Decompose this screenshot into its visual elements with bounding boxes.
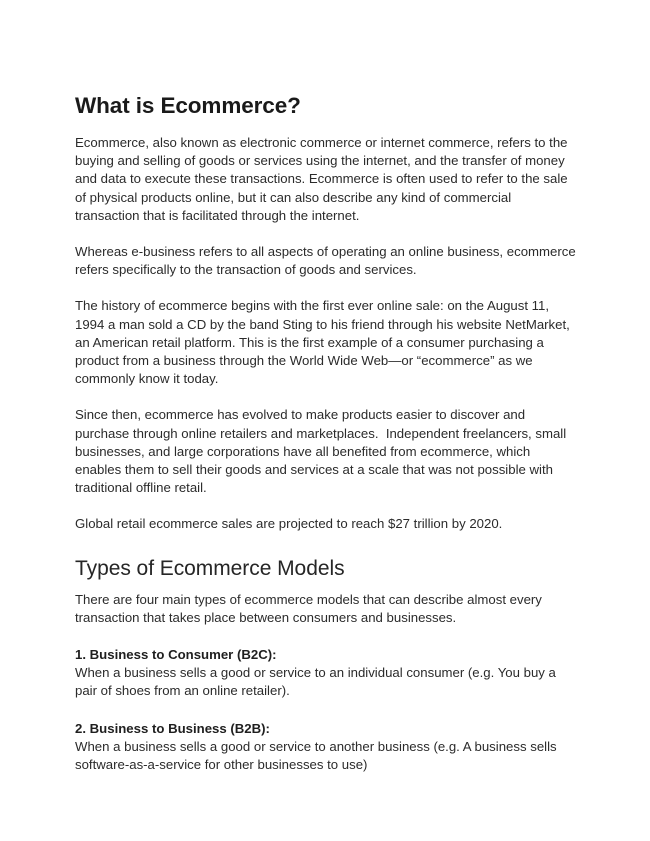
intro-paragraph-2: Whereas e-business refers to all aspects of operating an online business, ecommerce refers specifically to the transaction of goods and services.: [75, 244, 580, 278]
model-body-b2c: When a business sells a good or service to an individual consumer (e.g. You buy a pair of shoes from an online retailer).: [75, 665, 560, 699]
model-title-b2b: 2. Business to Business (B2B):: [75, 720, 270, 736]
document-content: [75, 93, 580, 774]
intro-paragraph-5: Global retail ecommerce sales are projected to reach $27 trillion by 2020.: [75, 516, 503, 532]
section-heading-types-of-ecommerce-models: Types of Ecommerce Models: [75, 556, 345, 580]
section-spacer: [75, 534, 577, 556]
model-item-b2b: [75, 720, 577, 775]
page-title: What is Ecommerce?: [75, 93, 301, 118]
model-item-b2c: [75, 646, 577, 701]
model-body-b2b: When a business sells a good or service to another business (e.g. A business sells software-as-a-service for other businesses to use): [75, 738, 561, 773]
intro-paragraph-4: Since then, ecommerce has evolved to make products easier to discover and purchase through online retailers and marketplaces. Independent freelancers, small businesses, and large corporations have all benefited from ecommerce, which enables them to sell their goods and services at a scale that was not possible with traditional offline retail.: [75, 407, 570, 496]
section-lead-paragraph: There are four main types of ecommerce models that can describe almost every transaction that takes place between consumers and businesses.: [75, 591, 546, 625]
model-title-b2c: 1. Business to Consumer (B2C):: [75, 647, 277, 663]
intro-paragraph-3: The history of ecommerce begins with the first ever online sale: on the August 11, 1994 a man sold a CD by the band Sting to his friend through his website NetMarket, an American retail platform. This is the first example of a consumer purchasing a product from a business through the World Wide Web—or “ecommerce” as we commonly know it today.: [75, 298, 574, 387]
intro-paragraph-1: Ecommerce, also known as electronic commerce or internet commerce, refers to the buying and selling of goods or services using the internet, and the transfer of money and data to execute these transactions. Ecommerce is often used to refer to the sale of physical products online, but it can also describe any kind of commercial transaction that is facilitated through the internet.: [75, 135, 572, 223]
